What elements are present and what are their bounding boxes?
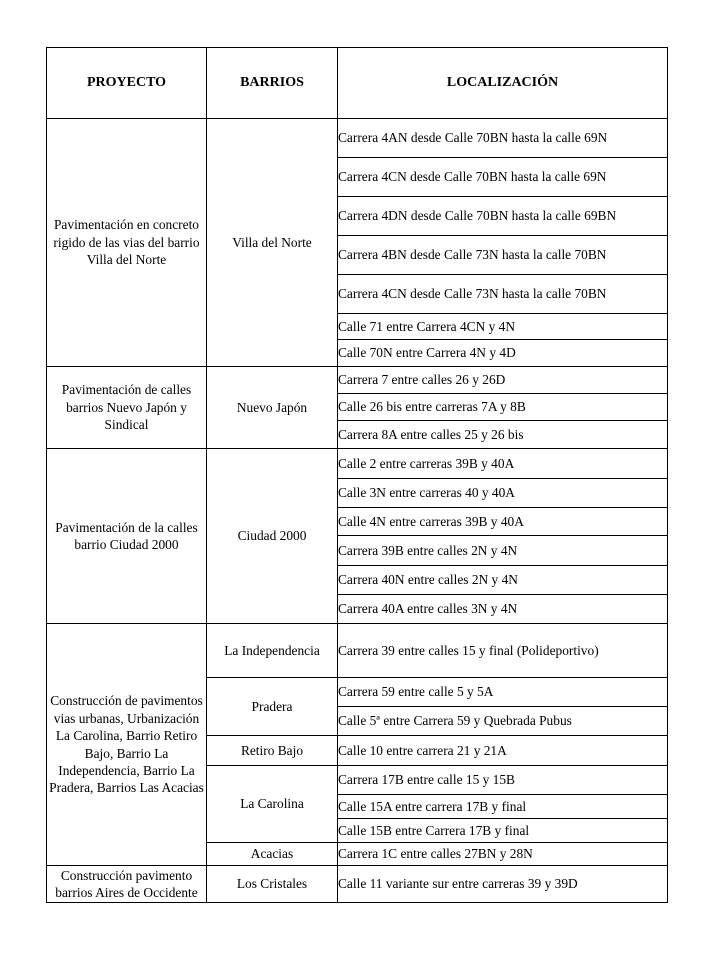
- barrio-cell: Nuevo Japón: [207, 367, 338, 449]
- localizacion-cell: Calle 2 entre carreras 39B y 40A: [338, 449, 668, 479]
- localizacion-cell: Calle 3N entre carreras 40 y 40A: [338, 479, 668, 508]
- localizacion-cell: Calle 70N entre Carrera 4N y 4D: [338, 340, 668, 367]
- proyecto-cell: Pavimentación de calles barrios Nuevo Japón y Sindical: [47, 367, 207, 449]
- table-row: [47, 449, 668, 479]
- localizacion-cell: Carrera 4AN desde Calle 70BN hasta la calle 69N: [338, 119, 668, 158]
- proyecto-cell: Pavimentación en concreto rigido de las vias del barrio Villa del Norte: [47, 119, 207, 367]
- proyecto-cell: Pavimentación de la calles barrio Ciudad 2000: [47, 449, 207, 624]
- localizacion-cell: Carrera 17B entre calle 15 y 15B: [338, 766, 668, 795]
- barrio-cell: La Carolina: [207, 766, 338, 843]
- header-barrios: BARRIOS: [207, 48, 338, 119]
- localizacion-cell: Carrera 4CN desde Calle 70BN hasta la calle 69N: [338, 158, 668, 197]
- barrio-cell: Acacias: [207, 843, 338, 866]
- localizacion-cell: Calle 5ª entre Carrera 59 y Quebrada Pubus: [338, 707, 668, 736]
- localizacion-cell: Carrera 4BN desde Calle 73N hasta la calle 70BN: [338, 236, 668, 275]
- barrio-cell: La Independencia: [207, 624, 338, 678]
- proyecto-cell: Construcción pavimento barrios Aires de Occidente: [47, 866, 207, 903]
- barrio-cell: Villa del Norte: [207, 119, 338, 367]
- localizacion-cell: Calle 26 bis entre carreras 7A y 8B: [338, 394, 668, 421]
- barrio-cell: Pradera: [207, 678, 338, 736]
- table-row: [47, 624, 668, 678]
- localizacion-cell: Carrera 1C entre calles 27BN y 28N: [338, 843, 668, 866]
- barrio-cell: Ciudad 2000: [207, 449, 338, 624]
- barrio-cell: Retiro Bajo: [207, 736, 338, 766]
- localizacion-cell: Carrera 39 entre calles 15 y final (Polideportivo): [338, 624, 668, 678]
- localizacion-cell: Calle 71 entre Carrera 4CN y 4N: [338, 314, 668, 340]
- table-body: [47, 119, 668, 903]
- localizacion-cell: Carrera 7 entre calles 26 y 26D: [338, 367, 668, 394]
- localizacion-cell: Carrera 59 entre calle 5 y 5A: [338, 678, 668, 707]
- proyecto-cell: Construcción de pavimentos vias urbanas, Urbanización La Carolina, Barrio Retiro Bajo, Barrio La Independencia, Barrio La Pradera, Barrios Las Acacias: [47, 624, 207, 866]
- table-row: [47, 367, 668, 394]
- localizacion-cell: Calle 10 entre carrera 21 y 21A: [338, 736, 668, 766]
- localizacion-cell: Carrera 40A entre calles 3N y 4N: [338, 595, 668, 624]
- table-row: [47, 119, 668, 158]
- localizacion-cell: Carrera 8A entre calles 25 y 26 bis: [338, 421, 668, 449]
- localizacion-cell: Calle 15A entre carrera 17B y final: [338, 795, 668, 819]
- localizacion-cell: Calle 11 variante sur entre carreras 39 y 39D: [338, 866, 668, 903]
- localizacion-cell: Carrera 4DN desde Calle 70BN hasta la calle 69BN: [338, 197, 668, 236]
- localizacion-cell: Carrera 40N entre calles 2N y 4N: [338, 566, 668, 595]
- localizacion-cell: Calle 4N entre carreras 39B y 40A: [338, 508, 668, 536]
- table-row: [47, 866, 668, 903]
- localizacion-cell: Carrera 39B entre calles 2N y 4N: [338, 536, 668, 566]
- header-localizacion: LOCALIZACIÓN: [338, 48, 668, 119]
- localizacion-cell: Carrera 4CN desde Calle 73N hasta la calle 70BN: [338, 275, 668, 314]
- barrio-cell: Los Cristales: [207, 866, 338, 903]
- projects-table: [46, 47, 668, 903]
- header-row: [47, 48, 668, 119]
- header-proyecto: PROYECTO: [47, 48, 207, 119]
- localizacion-cell: Calle 15B entre Carrera 17B y final: [338, 819, 668, 843]
